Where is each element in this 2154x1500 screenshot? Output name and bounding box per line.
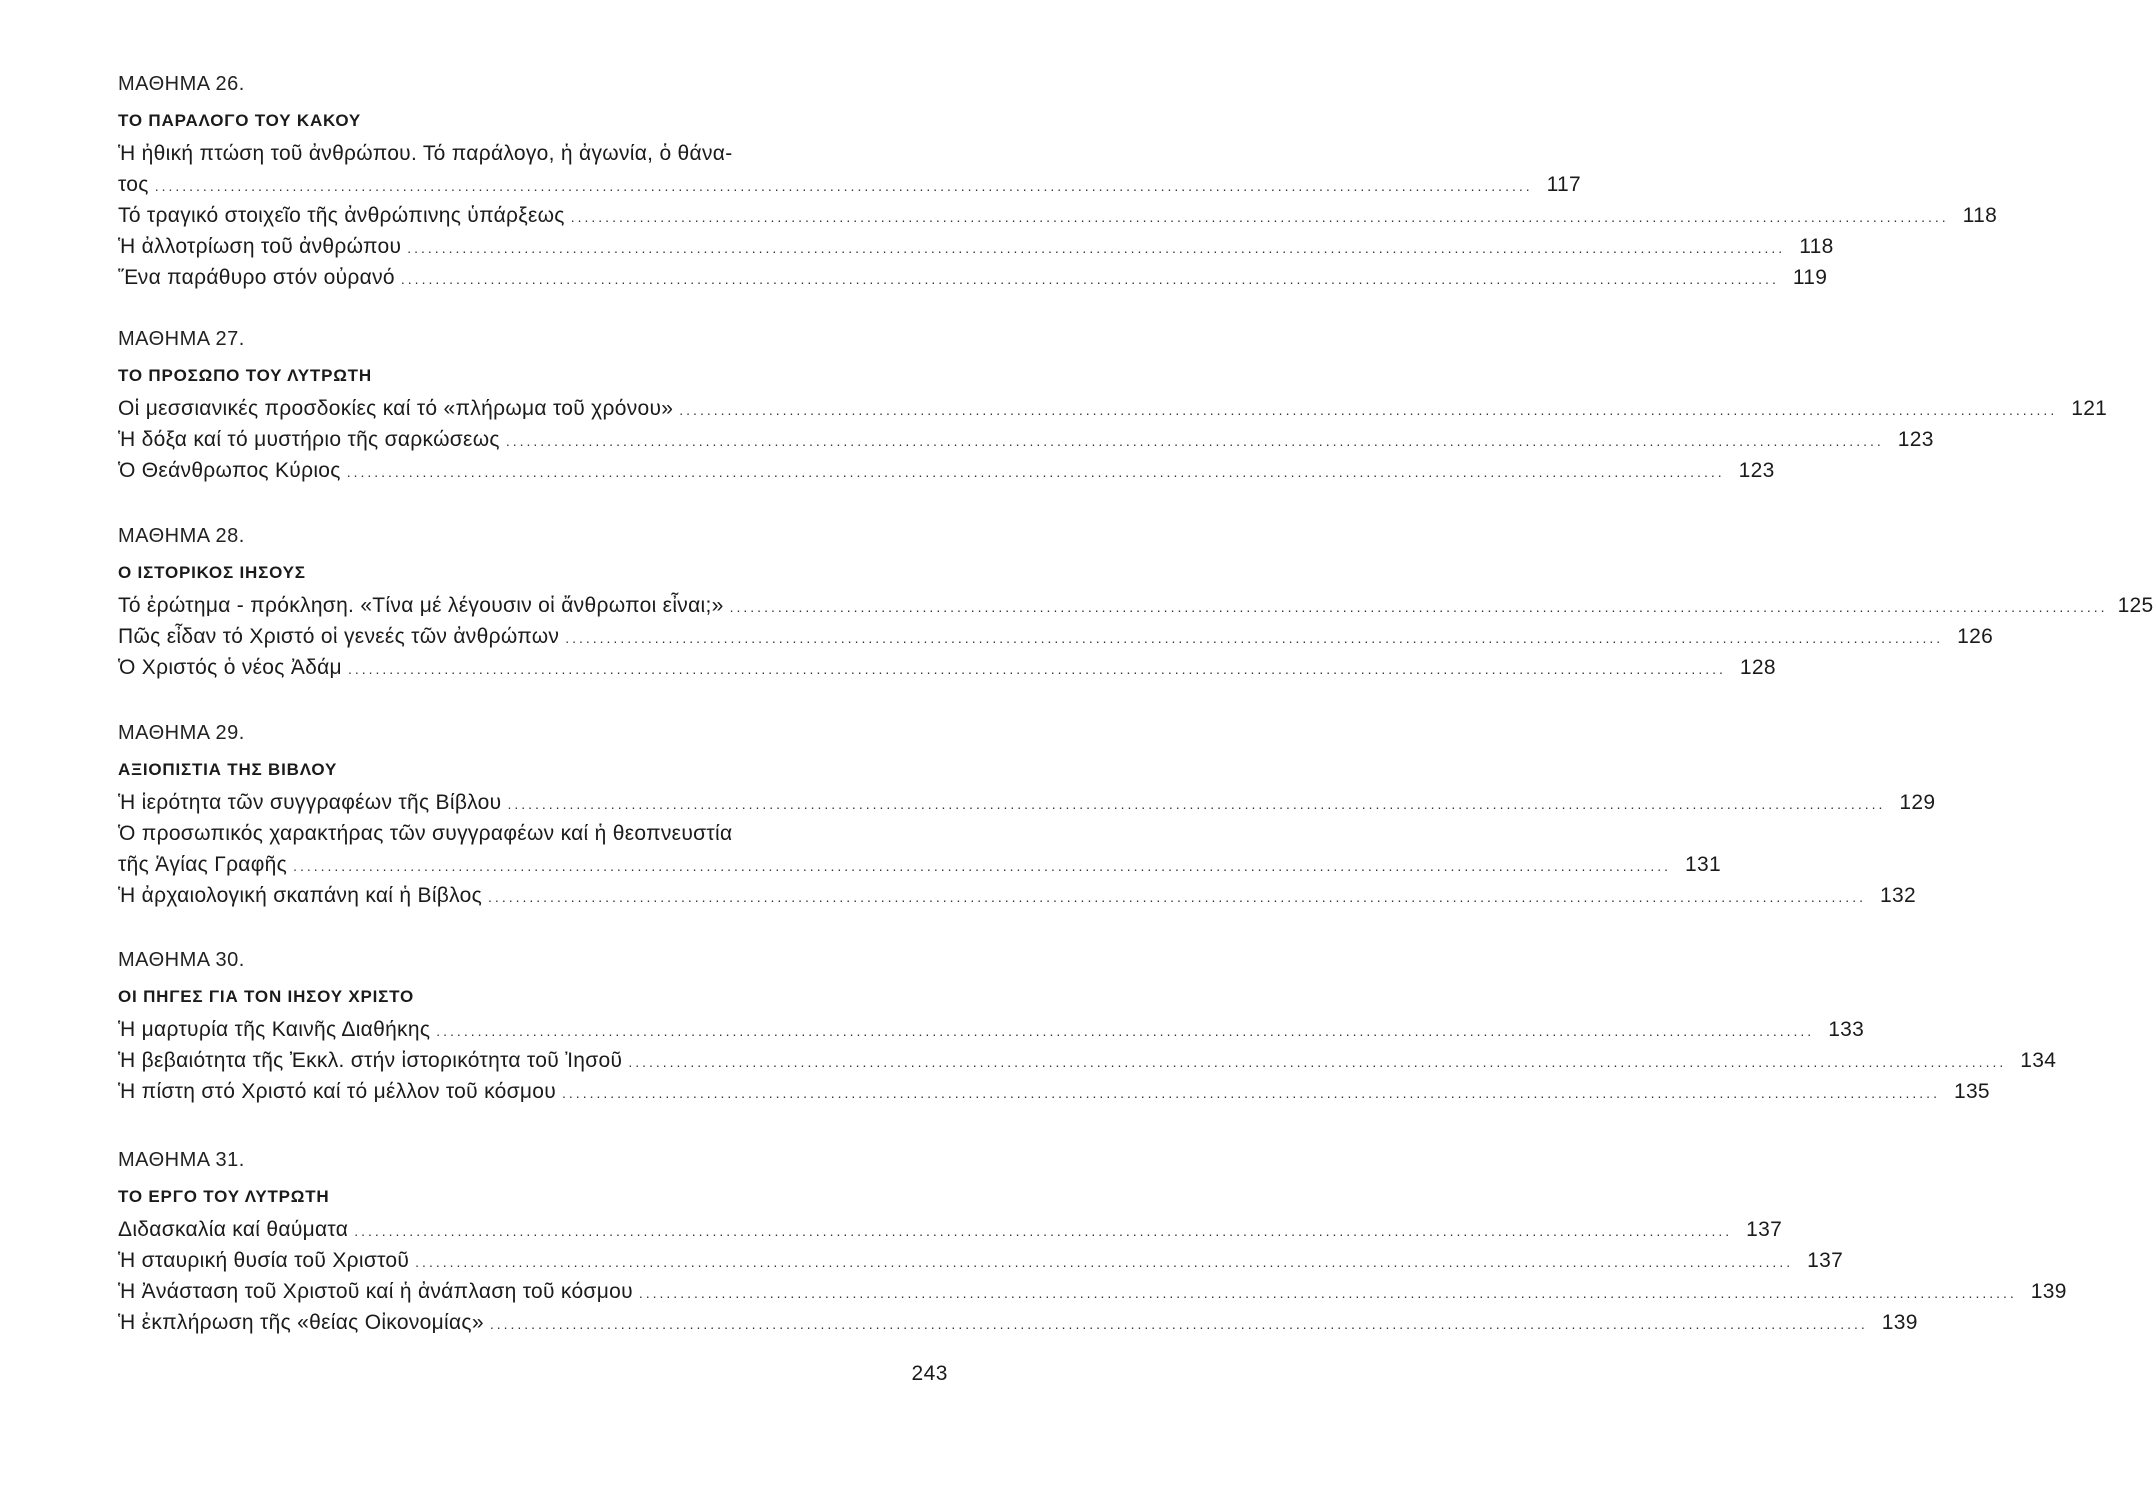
toc-entry-page: 134: [2020, 1049, 2057, 1072]
toc-entry-text: Ἡ ἠθική πτώση τοῦ ἀνθρώπου. Τό παράλογο, ἡ ἀγωνία, ὁ θάνα-: [118, 142, 733, 165]
toc-entry-page: 119: [1792, 266, 1828, 289]
toc-entry: [118, 590, 2154, 621]
toc-entry-page: 132: [1879, 884, 1916, 907]
toc-entry-text: Ὁ προσωπικός χαρακτήρας τῶν συγγραφέων καί ἡ θεοπνευστία: [118, 822, 733, 845]
toc-entry-text: τος: [118, 173, 149, 196]
toc-entry-text: Ἡ δόξα καί τό μυστήριο τῆς σαρκώσεως: [118, 428, 500, 451]
toc-entry-page: 123: [1738, 459, 1775, 482]
toc-entry: [118, 880, 1916, 911]
toc-entry-page: 137: [1746, 1218, 1783, 1241]
toc-entry-page: 121: [2071, 397, 2108, 420]
leader-dots: ........................................................................................................................................................................................................: [679, 402, 2058, 418]
toc-entry: [118, 169, 1582, 200]
lesson-number: ΜΑΘΗΜΑ 31.: [118, 1149, 245, 1171]
toc-entry: [118, 1014, 1865, 1045]
toc-entry: [118, 1307, 1918, 1338]
toc-entry: [118, 849, 1721, 880]
toc-entry-text: Τό ἐρώτημα - πρόκληση. «Τίνα μέ λέγουσιν οἱ ἄνθρωποι εἶναι;»: [118, 594, 724, 617]
lesson-title: Ο ΙΣΤΟΡΙΚΟΣ ΙΗΣΟΥΣ: [118, 563, 306, 582]
toc-entry: [118, 231, 1834, 262]
toc-entry-page: 128: [1739, 656, 1776, 679]
toc-entry-page: 131: [1685, 853, 1721, 876]
toc-entry-text: Ἡ πίστη στό Χριστό καί τό μέλλον τοῦ κόσμου: [118, 1080, 557, 1103]
toc-entry-page: 129: [1899, 791, 1936, 814]
leader-dots: ........................................................................................................................................................................................................: [489, 1316, 1868, 1332]
toc-entry-text: Ἡ ἀλλοτρίωση τοῦ ἀνθρώπου: [118, 235, 402, 258]
toc-entry: [118, 1245, 1844, 1276]
toc-entry-text: Ἡ βεβαιότητα τῆς Ἐκκλ. στήν ἱστορικότητα τοῦ Ἰησοῦ: [118, 1049, 623, 1072]
toc-entry: [118, 1076, 1990, 1107]
toc-entry-text: Διδασκαλία καί θαύματα: [118, 1218, 349, 1241]
toc-entry-text: Ἡ ἐκπλήρωση τῆς «θείας Οἰκονομίας»: [118, 1311, 484, 1334]
toc-entry: [118, 455, 1775, 486]
toc-entry-text: Ὁ Χριστός ὁ νέος Ἀδάμ: [118, 656, 342, 679]
lesson-30: [118, 948, 2057, 1107]
toc-entry-text: Ἕνα παράθυρο στόν οὐρανό: [118, 266, 395, 289]
leader-dots: ........................................................................................................................................................................................................: [488, 889, 1866, 905]
toc-entry-page: 118: [1799, 235, 1834, 258]
leader-dots: ........................................................................................................................................................................................................: [505, 433, 1884, 449]
lesson-title: ΤΟ ΠΡΟΣΩΠΟ ΤΟΥ ΛΥΤΡΩΤΗ: [118, 366, 372, 385]
leader-dots: ........................................................................................................................................................................................................: [570, 209, 1949, 225]
leader-dots: ........................................................................................................................................................................................................: [562, 1085, 1940, 1101]
page-number: 243: [911, 1362, 948, 1385]
leader-dots: ........................................................................................................................................................................................................: [507, 796, 1886, 812]
lesson-31: [118, 1148, 2067, 1338]
toc-entry: [118, 1045, 2057, 1076]
toc-entry: [118, 262, 1828, 293]
leader-dots: ........................................................................................................................................................................................................: [436, 1023, 1815, 1039]
toc-entry: [118, 200, 1998, 231]
lesson-title: ΤΟ ΠΑΡΑΛΟΓΟ ΤΟΥ ΚΑΚΟΥ: [118, 111, 362, 130]
toc-entry-text: Τό τραγικό στοιχεῖο τῆς ἀνθρώπινης ὑπάρξεως: [118, 204, 565, 227]
leader-dots: ........................................................................................................................................................................................................: [293, 858, 1672, 874]
lesson-title: ΑΞΙΟΠΙΣΤΙΑ ΤΗΣ ΒΙΒΛΟΥ: [118, 760, 338, 779]
lesson-27: [118, 327, 2108, 486]
toc-entry: [118, 424, 1934, 455]
toc-entry: [118, 787, 1936, 818]
lesson-number: ΜΑΘΗΜΑ 29.: [118, 722, 245, 744]
toc-entry-page: 137: [1807, 1249, 1844, 1272]
toc-entry: [118, 1276, 2067, 1307]
toc-entry: [118, 138, 948, 169]
toc-entry: [118, 393, 2108, 424]
leader-dots: ........................................................................................................................................................................................................: [354, 1223, 1733, 1239]
toc-entry: [118, 621, 1994, 652]
lesson-number: ΜΑΘΗΜΑ 28.: [118, 525, 245, 547]
toc-entry-page: 123: [1897, 428, 1934, 451]
leader-dots: ........................................................................................................................................................................................................: [729, 599, 2108, 615]
toc-entry-text: Ἡ Ἀνάσταση τοῦ Χριστοῦ καί ἡ ἀνάπλαση τοῦ κόσμου: [118, 1280, 633, 1303]
toc-entry-text: Ἡ ἱερότητα τῶν συγγραφέων τῆς Βίβλου: [118, 791, 502, 814]
toc-entry-page: 139: [1881, 1311, 1918, 1334]
toc-entry: [118, 652, 1776, 683]
lesson-number: ΜΑΘΗΜΑ 27.: [118, 328, 245, 350]
lesson-title: ΟΙ ΠΗΓΕΣ ΓΙΑ ΤΟΝ ΙΗΣΟΥ ΧΡΙΣΤΟ: [118, 987, 415, 1006]
toc-entry-text: τῆς Ἁγίας Γραφῆς: [118, 853, 288, 876]
leader-dots: ........................................................................................................................................................................................................: [400, 271, 1779, 287]
toc-entry-page: 139: [2030, 1280, 2067, 1303]
leader-dots: ........................................................................................................................................................................................................: [347, 661, 1726, 677]
leader-dots: ........................................................................................................................................................................................................: [407, 240, 1786, 256]
leader-dots: ........................................................................................................................................................................................................: [415, 1254, 1794, 1270]
leader-dots: ........................................................................................................................................................................................................: [154, 178, 1533, 194]
toc-entry-page: 118: [1962, 204, 1998, 227]
toc-entry-text: Ἡ ἀρχαιολογική σκαπάνη καί ἡ Βίβλος: [118, 884, 483, 907]
lesson-26: [118, 72, 1998, 293]
toc-entry-page: 125: [2117, 594, 2154, 617]
leader-dots: ........................................................................................................................................................................................................: [565, 630, 1944, 646]
toc-entry-text: Ὁ Θεάνθρωπος Κύριος: [118, 459, 341, 482]
toc-entry-page: 135: [1953, 1080, 1990, 1103]
toc-entry: [118, 1214, 1783, 1245]
toc-entry-page: 133: [1828, 1018, 1865, 1041]
lesson-number: ΜΑΘΗΜΑ 30.: [118, 949, 245, 971]
leader-dots: ........................................................................................................................................................................................................: [628, 1054, 2007, 1070]
leader-dots: ........................................................................................................................................................................................................: [638, 1285, 2017, 1301]
lesson-number: ΜΑΘΗΜΑ 26.: [118, 73, 245, 95]
toc-entry-text: Ἡ μαρτυρία τῆς Καινῆς Διαθήκης: [118, 1018, 431, 1041]
toc-entry: [118, 818, 948, 849]
lesson-title: ΤΟ ΕΡΓΟ ΤΟΥ ΛΥΤΡΩΤΗ: [118, 1187, 330, 1206]
toc-entry-page: 117: [1546, 173, 1582, 196]
leader-dots: ........................................................................................................................................................................................................: [346, 464, 1725, 480]
toc-entry-page: 126: [1957, 625, 1994, 648]
lesson-28: [118, 524, 2154, 683]
toc-entry-text: Πῶς εἶδαν τό Χριστό οἱ γενεές τῶν ἀνθρώπων: [118, 625, 560, 648]
toc-entry-text: Ἡ σταυρική θυσία τοῦ Χριστοῦ: [118, 1249, 410, 1272]
lesson-29: [118, 721, 1936, 911]
toc-entry-text: Οἱ μεσσιανικές προσδοκίες καί τό «πλήρωμα τοῦ χρόνου»: [118, 397, 674, 420]
